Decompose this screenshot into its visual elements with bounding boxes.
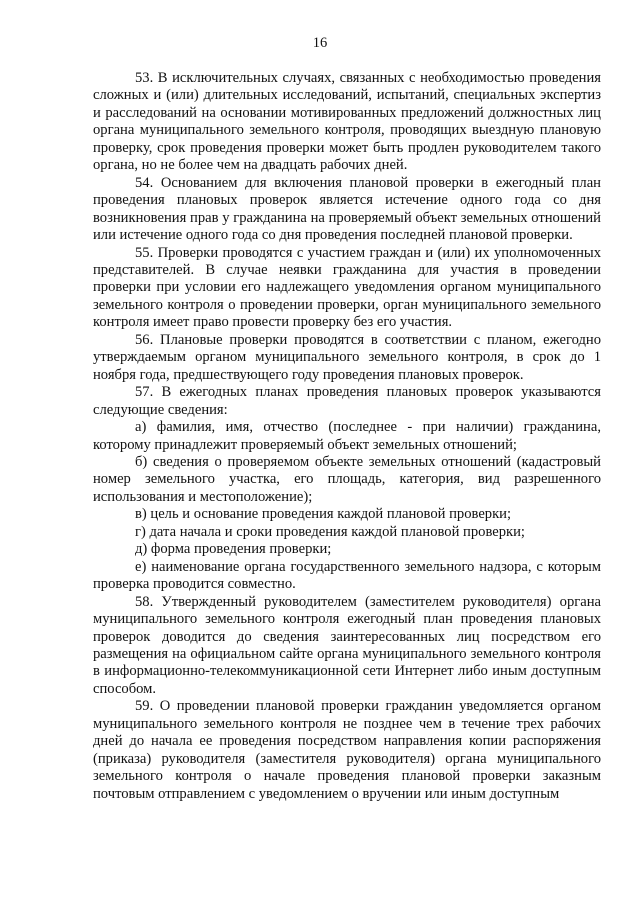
list-item-b: б) сведения о проверяемом объекте земельных отношений (кадастровый номер земельного участка, его площадь, категория, вид разрешенного использования и местоположение); [93,453,601,505]
paragraph-57: 57. В ежегодных планах проведения плановых проверок указываются следующие сведения: [93,384,601,418]
document-body [93,70,601,803]
list-item-d: д) форма проведения проверки; [135,541,332,558]
paragraph-55: 55. Проверки проводятся с участием граждан и (или) их уполномоченных представителей. В случае неявки гражданина для участия в проведении проверки при условии его надлежащего уведомления органом муниципального земельного контроля о проведении проверки, орган муниципального земельного контроля имеет право провести проверку без его участия. [93,244,601,331]
paragraph-54: 54. Основанием для включения плановой проверки в ежегодный план проведения плановых проверок является истечение одного года со дня возникновения прав у гражданина на проверяемый объект земельных отношений или истечение одного года со дня проведения последней плановой проверки. [93,174,601,244]
paragraph-58: 58. Утвержденный руководителем (заместителем руководителя) органа муниципального земельного контроля ежегодный план проведения плановых проверок доводится до сведения заинтересованных лиц посредством его размещения на официальном сайте органа муниципального земельного контроля в информационно-телекоммуникационной сети Интернет либо иным доступным способом. [93,593,601,697]
paragraph-56: 56. Плановые проверки проводятся в соответствии с планом, ежегодно утверждаемым органом муниципального земельного контроля, в срок до 1 ноября года, предшествующего году проведения плановых проверок. [93,331,601,383]
paragraph-53: 53. В исключительных случаях, связанных с необходимостью проведения сложных и (или) длительных исследований, испытаний, специальных экспертиз и расследований на основании мотивированных предложений должностных лиц органа муниципального земельного контроля, проводящих выездную плановую проверку, срок проведения проверки может быть продлен руководителем такого органа, но не более чем на двадцать рабочих дней. [93,70,601,174]
page-number: 16 [312,35,328,51]
list-item-v: в) цель и основание проведения каждой плановой проверки; [135,506,512,523]
paragraph-59: 59. О проведении плановой проверки гражданин уведомляется органом муниципального земельного контроля не позднее чем в течение трех рабочих дней до начала ее проведения посредством направления копии распоряжения (приказа) руководителя (заместителя руководителя) органа муниципального земельного контроля о начале проведения плановой проверки заказным почтовым отправлением с уведомлением о вручении или иным доступным [93,698,601,802]
list-item-e: е) наименование органа государственного земельного надзора, с которым проверка проводится совместно. [93,558,601,593]
list-item-a: а) фамилия, имя, отчество (последнее - при наличии) гражданина, которому принадлежит проверяемый объект земельных отношений; [93,419,601,453]
list-item-g: г) дата начала и сроки проведения каждой плановой проверки; [135,523,525,540]
